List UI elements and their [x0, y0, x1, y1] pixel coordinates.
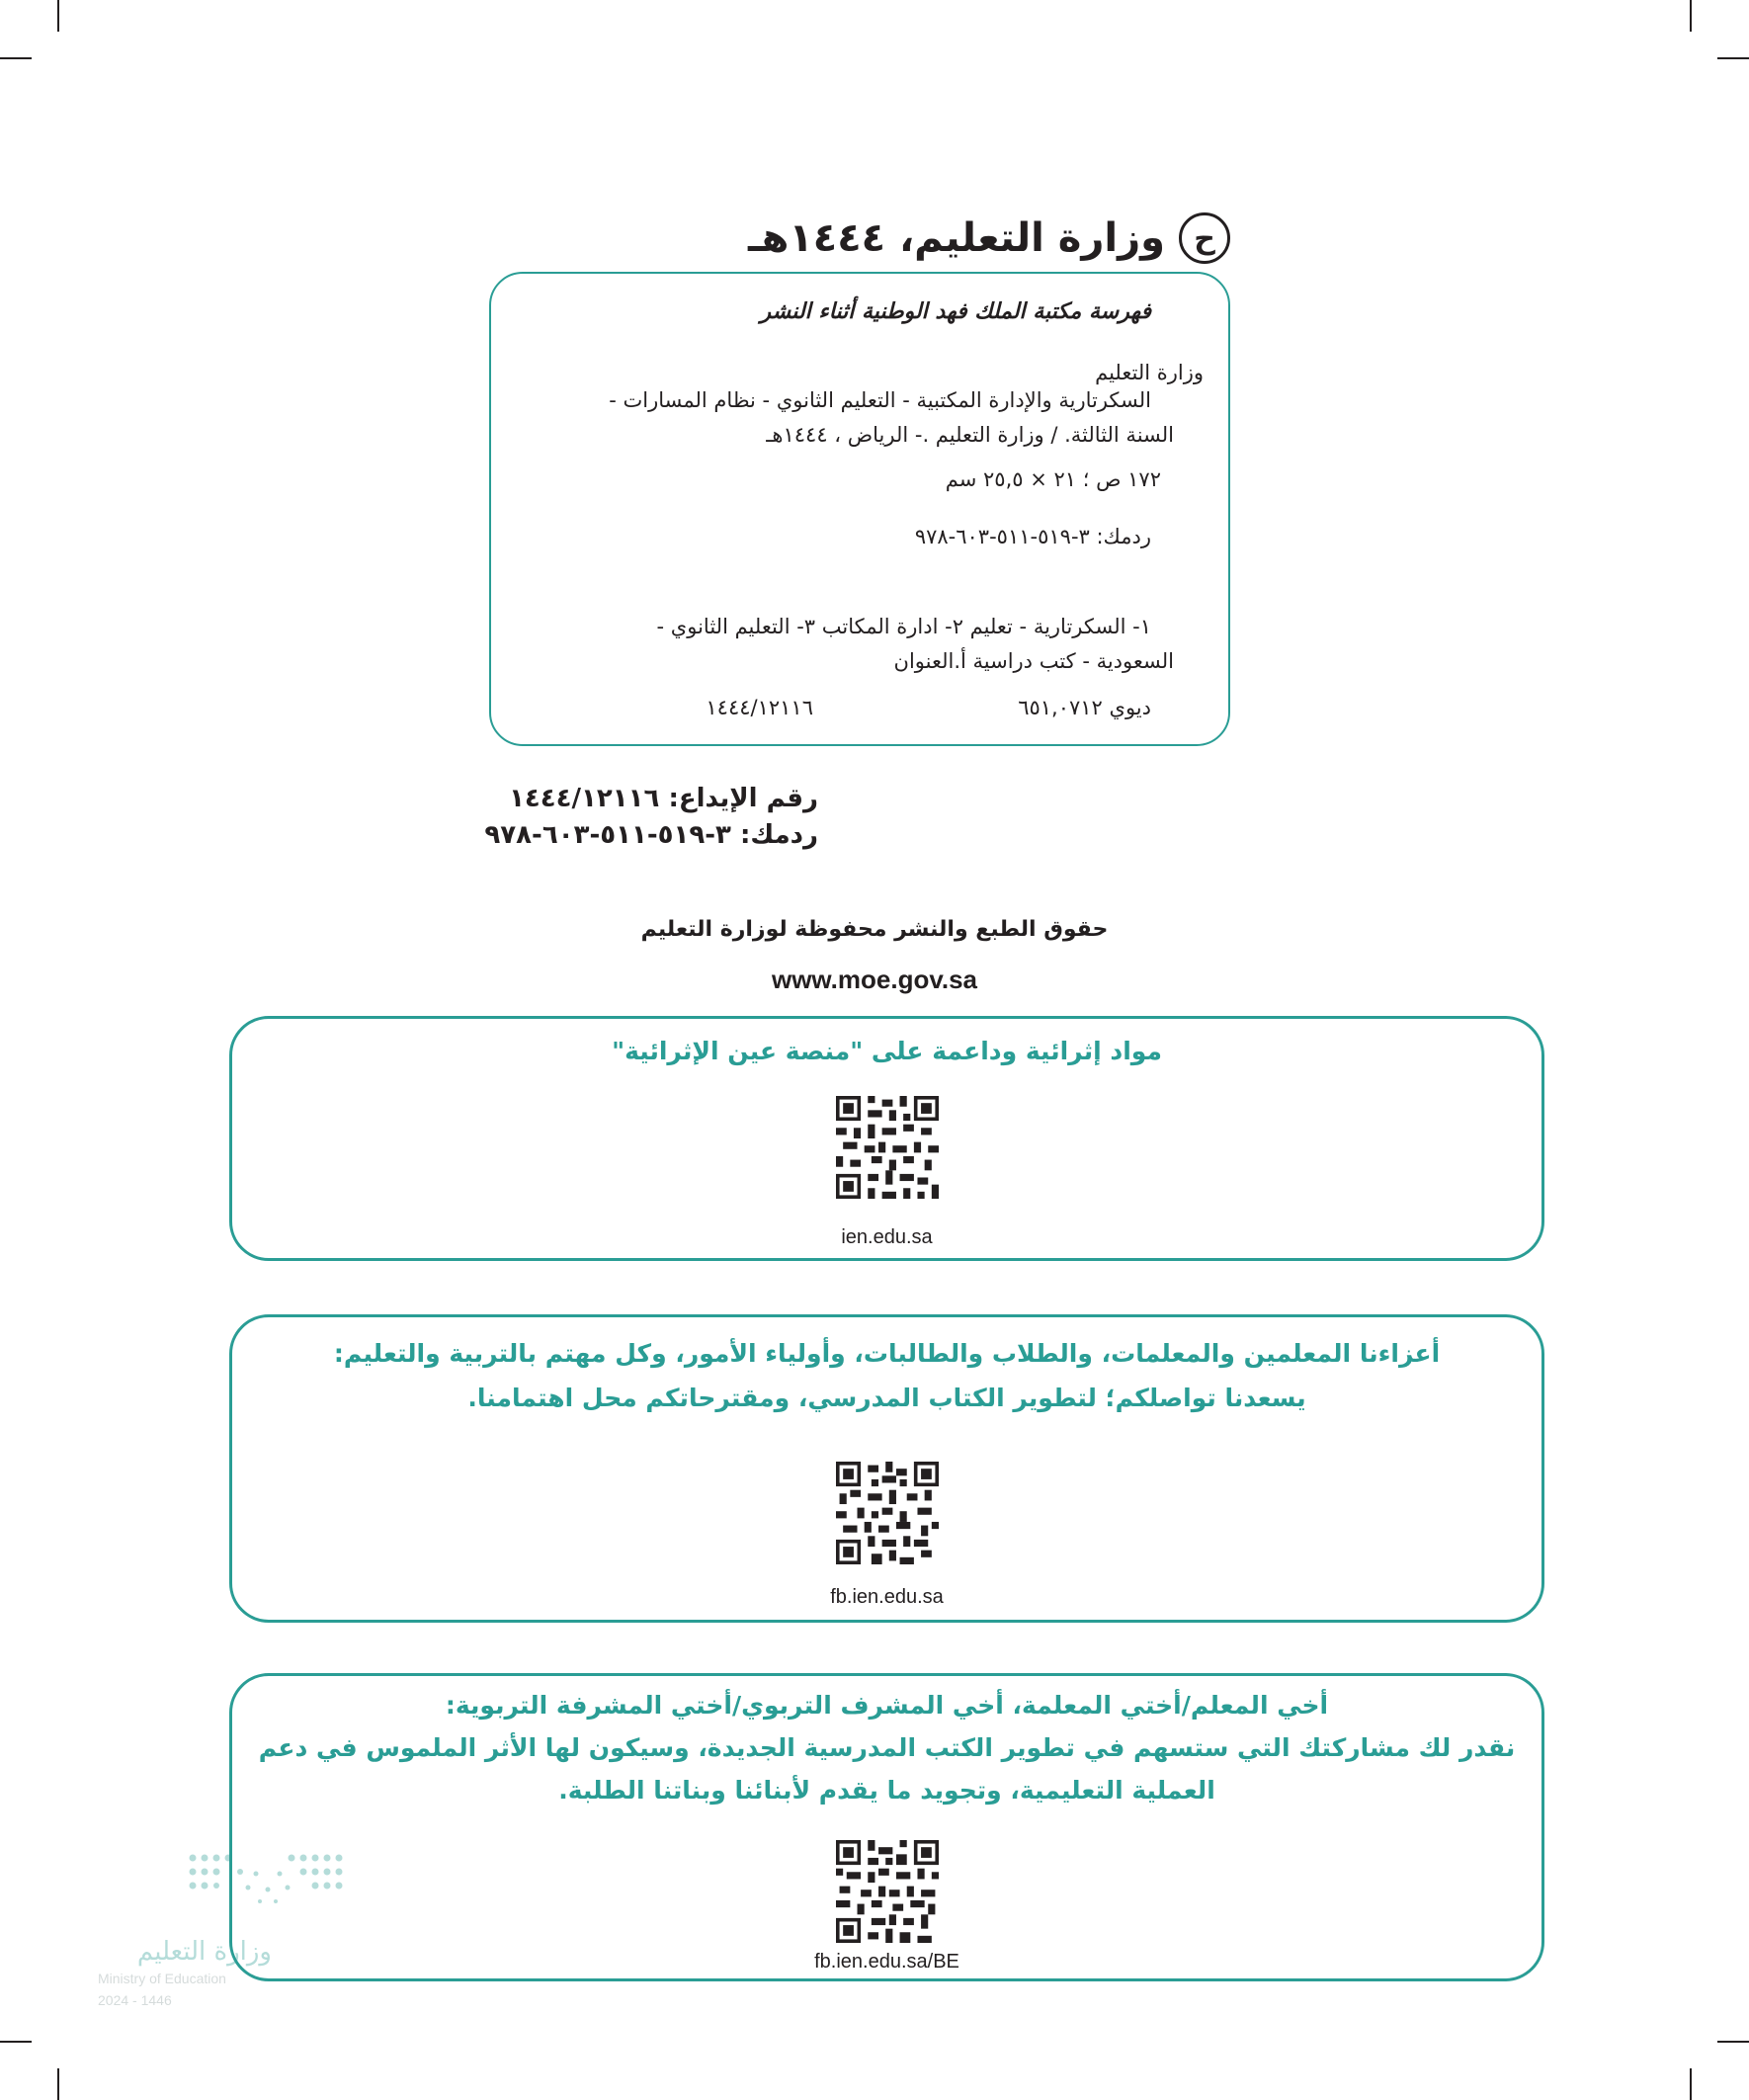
catalog-subject-line2: السنة الثالثة. / وزارة التعليم .- الرياض ، ١٤٤٤هـ: [766, 423, 1174, 447]
feedback-line1: أعزاءنا المعلمين والمعلمات، والطلاب والطالبات، وأولياء الأمور، وكل مهتم بالتربية والتعليم:: [333, 1339, 1441, 1368]
copyright-symbol: ح: [1179, 212, 1230, 264]
crop-mark: [1717, 57, 1749, 59]
copyright-text: وزارة التعليم، ١٤٤٤هـ: [747, 215, 1165, 261]
catalog-title: فهرسة مكتبة الملك فهد الوطنية أثناء النشر: [760, 299, 1151, 324]
catalog-deposit: ١٤٤٤/١٢١١٦: [706, 696, 813, 719]
catalog-subject-line1: السكرتارية والإدارة المكتبية - التعليم الثانوي - نظام المسارات -: [609, 388, 1151, 412]
catalog-pages: ١٧٢ ص ؛ ٢١ × ٢٥,٥ سم: [945, 467, 1161, 491]
catalog-topics-line2: السعودية - كتب دراسية أ.العنوان: [893, 649, 1174, 673]
website-link[interactable]: www.moe.gov.sa: [771, 965, 978, 994]
catalog-topics-line1: ١- السكرتارية - تعليم ٢- ادارة المكاتب ٣- التعليم الثانوي -: [656, 615, 1151, 638]
teacher-line1: أخي المعلم/أختي المعلمة، أخي المشرف التربوي/أختي المشرفة التربوية:: [445, 1691, 1329, 1720]
logo-name-ar: وزارة التعليم: [136, 1937, 272, 1967]
crop-mark: [0, 2041, 32, 2043]
ien-heading: مواد إثرائية وداعمة على "منصة عين الإثرائية": [612, 1037, 1162, 1065]
deposit-number: رقم الإيداع: ١٤٤٤/١٢١١٦: [509, 784, 818, 813]
teacher-line2: نقدر لك مشاركتك التي ستسهم في تطوير الكتب المدرسية الجديدة، وسيكون لها الأثر الملموس في دعم: [258, 1733, 1516, 1762]
logo-dots-icon: [183, 1848, 351, 1927]
isbn-number: ردمك: ٣-٥١٩-٥١١-٦٠٣-٩٧٨: [484, 820, 818, 850]
feedback-box: [229, 1314, 1544, 1623]
ministry-logo: [94, 1848, 351, 2026]
catalog-box: [489, 272, 1230, 746]
logo-name-en: Ministry of Education: [98, 1971, 226, 1986]
teacher-line3: العملية التعليمية، وتجويد ما يقدم لأبنائنا وبناتنا الطلبة.: [558, 1776, 1215, 1805]
teacher-url[interactable]: fb.ien.edu.sa/BE: [814, 1951, 959, 1973]
feedback-line2: يسعدنا تواصلكم؛ لتطوير الكتاب المدرسي، ومقترحاتكم محل اهتمامنا.: [467, 1384, 1306, 1412]
crop-mark: [0, 57, 32, 59]
logo-year: 2024 - 1446: [98, 1992, 172, 2008]
copyright-line: [539, 212, 1230, 264]
teacher-box: [229, 1673, 1544, 1981]
qr-code-icon[interactable]: [836, 1462, 939, 1564]
crop-mark: [57, 2068, 59, 2100]
feedback-url[interactable]: fb.ien.edu.sa: [830, 1586, 944, 1608]
rights-notice: حقوق الطبع والنشر محفوظة لوزارة التعليم: [640, 917, 1109, 942]
ien-url[interactable]: ien.edu.sa: [841, 1226, 933, 1248]
catalog-dewey: ديوي ٦٥١,٠٧١٢: [1018, 696, 1151, 719]
qr-code-icon[interactable]: [836, 1096, 939, 1199]
crop-mark: [1717, 2041, 1749, 2043]
ien-platform-box: [229, 1016, 1544, 1261]
catalog-publisher: وزارة التعليم: [1095, 361, 1204, 384]
crop-mark: [1690, 2068, 1692, 2100]
crop-mark: [57, 0, 59, 32]
qr-code-icon[interactable]: [836, 1840, 939, 1943]
crop-mark: [1690, 0, 1692, 32]
catalog-isbn: ردمك: ٣-٥١٩-٥١١-٦٠٣-٩٧٨: [914, 525, 1151, 548]
